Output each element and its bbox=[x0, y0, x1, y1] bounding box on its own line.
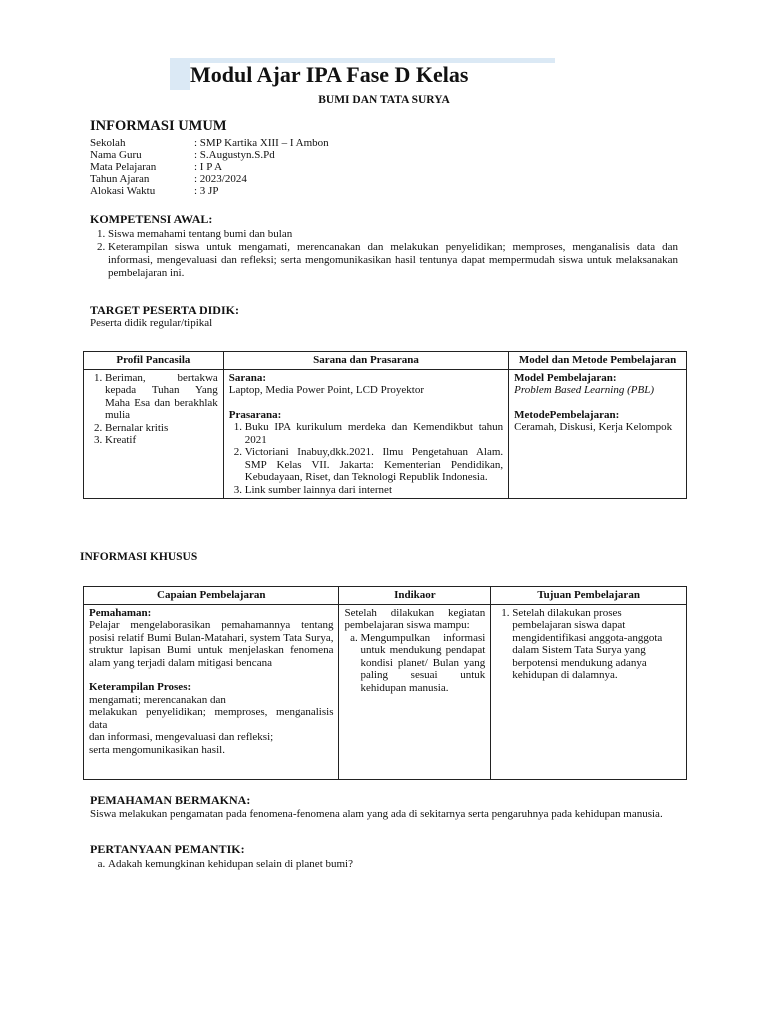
sarana-label: Sarana: bbox=[228, 371, 267, 384]
sarana-cell bbox=[223, 369, 508, 499]
pemahaman-bermakna-text: Siswa melakukan pengamatan pada fenomena-fenomena alam yang ada di sekitarnya serta pengaruhnya pada kehidupan manusia. bbox=[90, 808, 663, 820]
sarana-text: Laptop, Media Power Point, LCD Proyektor bbox=[228, 384, 424, 396]
keterampilan-label: Keterampilan Proses: bbox=[89, 681, 192, 693]
kompetensi-list bbox=[90, 228, 678, 280]
model-text: Problem Based Learning (PBL) bbox=[514, 384, 654, 396]
keterampilan-line: dan informasi, mengevaluasi dan refleksi; bbox=[89, 731, 274, 743]
keterampilan-line: mengamati; merencanakan dan bbox=[89, 693, 226, 706]
informasi-umum-list bbox=[90, 137, 329, 197]
table-header: Profil Pancasila bbox=[84, 352, 224, 370]
table-header: Indikaor bbox=[339, 587, 491, 605]
table-header: Sarana dan Prasarana bbox=[223, 352, 508, 370]
indikator-intro: Setelah dilakukan kegiatan pembelajaran siswa mampu: bbox=[344, 606, 486, 631]
kompetensi-heading: KOMPETENSI AWAL: bbox=[90, 212, 213, 226]
document-title: Modul Ajar IPA Fase D Kelas bbox=[190, 62, 469, 87]
info-row: Sekolah : SMP Kartika XIII – I Ambon bbox=[90, 137, 329, 149]
list-item: a. Mengumpulkan informasi untuk mendukung pendapat kondisi planet/ Bulan yang paling sesuai untuk kehidupan manusia. bbox=[360, 632, 485, 695]
list-item: 1. Setelah dilakukan proses pembelajaran siswa dapat mengidentifikasi anggota-anggota dalam Sistem Tata Surya yang berpotensi mendukung adanya kehidupan di dalamnya. bbox=[512, 607, 681, 682]
keterampilan-line: serta mengomunikasikan hasil. bbox=[89, 743, 225, 756]
list-item: 2. Victoriani Inabuy,dkk.2021. Ilmu Pengetahuan Alam. SMP Kelas VII. Jakarta: Kementerian Pendidikan, Kebudayaan, Riset, dan Teknologi Republik Indonesia. bbox=[245, 446, 503, 484]
profil-sarana-table bbox=[83, 351, 687, 499]
document-subtitle: BUMI DAN TATA SURYA bbox=[318, 94, 450, 106]
informasi-khusus-heading: INFORMASI KHUSUS bbox=[80, 551, 198, 563]
info-row: Mata Pelajaran : I P A bbox=[90, 161, 223, 173]
target-heading: TARGET PESERTA DIDIK: bbox=[90, 303, 239, 317]
capaian-cell bbox=[84, 604, 339, 779]
title-accent-side bbox=[170, 58, 190, 90]
list-item: a. Adakah kemungkinan kehidupan selain di planet bumi? bbox=[108, 858, 650, 871]
pemahaman-bermakna-heading: PEMAHAMAN BERMAKNA: bbox=[90, 793, 251, 807]
pertanyaan-heading: PERTANYAAN PEMANTIK: bbox=[90, 842, 245, 856]
target-text: Peserta didik regular/tipikal bbox=[90, 317, 213, 329]
prasarana-label: Prasarana: bbox=[228, 408, 282, 421]
list-item: 1. Buku IPA kurikulum merdeka dan Kemendikbut tahun 2021 bbox=[245, 421, 503, 446]
tujuan-cell bbox=[491, 604, 687, 779]
table-header: Capaian Pembelajaran bbox=[84, 587, 339, 605]
model-label: Model Pembelajaran: bbox=[514, 371, 617, 384]
list-item: 3. Kreatif bbox=[105, 434, 218, 447]
profil-cell bbox=[84, 369, 224, 499]
capaian-table bbox=[83, 586, 687, 780]
info-row: Nama Guru : S.Augustyn.S.Pd bbox=[90, 149, 275, 161]
model-cell bbox=[509, 369, 687, 499]
list-item: 1. Siswa memahami tentang bumi dan bulan bbox=[108, 228, 678, 241]
list-item: 2. Keterampilan siswa untuk mengamati, merencanakan dan melakukan penyelidikan; memproses, menganalisis data dan informasi, mengevaluasi dan refleksi; serta mengomunikasikan hasil tentunya dapat mempermudah siswa untuk melaksanakan pembelajaran ini. bbox=[108, 241, 678, 280]
info-row: Tahun Ajaran : 2023/2024 bbox=[90, 173, 247, 185]
metode-text: Ceramah, Diskusi, Kerja Kelompok bbox=[514, 421, 673, 433]
metode-label: MetodePembelajaran: bbox=[514, 408, 620, 421]
pertanyaan-list bbox=[90, 858, 650, 871]
list-item: 1. Beriman, bertakwa kepada Tuhan Yang Maha Esa dan berakhlak mulia bbox=[105, 372, 218, 422]
pemahaman-text: Pelajar mengelaborasikan pemahamannya tentang posisi relatif Bumi Bulan-Matahari, system Tata Surya, struktur lapisan Bumi untuk menjelaskan fenomena alam yang terjadi dalam mitigasi bencana bbox=[89, 619, 334, 669]
info-row: Alokasi Waktu : 3 JP bbox=[90, 185, 219, 197]
keterampilan-line: melakukan penyelidikan; memproses, menganalisis data bbox=[89, 706, 334, 731]
table-header: Tujuan Pembelajaran bbox=[491, 587, 687, 605]
list-item: 3. Link sumber lainnya dari internet bbox=[245, 484, 503, 497]
indikator-cell bbox=[339, 604, 491, 779]
pemahaman-label: Pemahaman: bbox=[89, 606, 152, 619]
title-block bbox=[170, 58, 555, 90]
list-item: 2. Bernalar kritis bbox=[105, 422, 218, 435]
table-header: Model dan Metode Pembelajaran bbox=[509, 352, 687, 370]
informasi-umum-heading: INFORMASI UMUM bbox=[90, 118, 227, 134]
